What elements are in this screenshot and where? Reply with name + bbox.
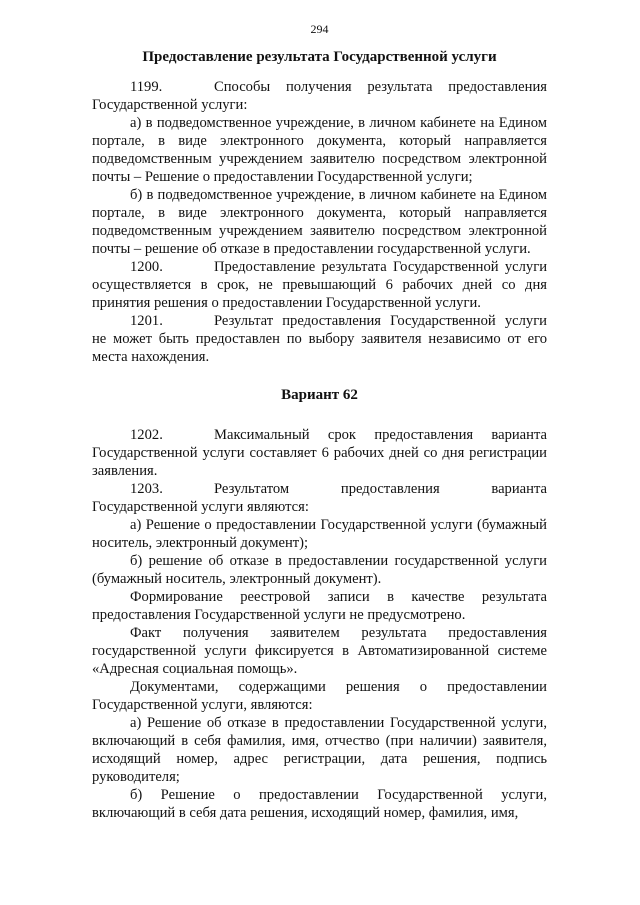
paragraph-1201 [92,312,547,366]
paragraph-text: а) в подведомственное учреждение, в личном кабинете на Едином портале, в виде электронного документа, который направляется подведомственным учреждением заявителю посредством электронной почты – Решение о предоставлении Государственной услуги; [92,115,547,185]
paragraph-text: Формирование реестровой записи в качестве результата предоставления Государственной услуги не предусмотрено. [92,589,547,623]
paragraph-1203 [92,480,547,516]
list-item-a [92,114,547,186]
list-item-a [92,516,547,552]
paragraph-text: а) Решение о предоставлении Государственной услуги (бумажный носитель, электронный документ); [92,517,547,551]
document-page [92,22,547,822]
paragraph-text: б) решение об отказе в предоставлении государственной услуги (бумажный носитель, электронный документ). [92,553,547,587]
clause-number: 1201. [130,313,163,329]
paragraph-documents [92,678,547,714]
variant-body [92,426,547,822]
paragraph-text: Результатом предоставления варианта Государственной услуги являются: [92,481,547,515]
clause-number: 1199. [130,79,163,95]
clause-number: 1200. [130,259,163,275]
paragraph-text: а) Решение об отказе в предоставлении Государственной услуги, включающий в себя фамилия, имя, отчество (при наличии) заявителя, исходящий номер, адрес регистрации, дата решения, подпись руководителя; [92,715,547,785]
paragraph-1200 [92,258,547,312]
section-heading: Предоставление результата Государственной услуги [142,49,497,65]
list-item-b [92,786,547,822]
page-number: 294 [310,22,329,36]
paragraph-text: Способы получения результата предоставления Государственной услуги: [92,79,547,113]
paragraph-text: Предоставление результата Государственной услуги осуществляется в срок, не превышающий 6 рабочих дней со дня принятия решения о предоставлении Государственной услуги. [92,259,547,311]
list-item-b [92,186,547,258]
clause-number: 1203. [130,481,163,497]
list-item-a [92,714,547,786]
paragraph-1202 [92,426,547,480]
paragraph-text: Документами, содержащими решения о предоставлении Государственной услуги, являются: [92,679,547,713]
clause-number: 1202. [130,427,163,443]
paragraph-text: Максимальный срок предоставления варианта Государственной услуги составляет 6 рабочих дней со дня регистрации заявления. [92,427,547,479]
paragraph-1199 [92,78,547,114]
variant-heading: Вариант 62 [281,387,358,403]
paragraph-registry [92,588,547,624]
paragraph-fact [92,624,547,678]
list-item-b [92,552,547,588]
section-body [92,78,547,366]
paragraph-text: Результат предоставления Государственной услуги не может быть предоставлен по выбору заявителя независимо от его места нахождения. [92,313,547,365]
paragraph-text: Факт получения заявителем результата предоставления государственной услуги фиксируется в Автоматизированной системе «Адресная социальная помощь». [92,625,547,677]
paragraph-text: б) в подведомственное учреждение, в личном кабинете на Едином портале, в виде электронного документа, который направляется подведомственным учреждением заявителю посредством электронной почты – решение об отказе в предоставлении государственной услуги. [92,187,547,257]
paragraph-text: б) Решение о предоставлении Государственной услуги, включающий в себя дата решения, исходящий номер, фамилия, имя, [92,787,547,821]
